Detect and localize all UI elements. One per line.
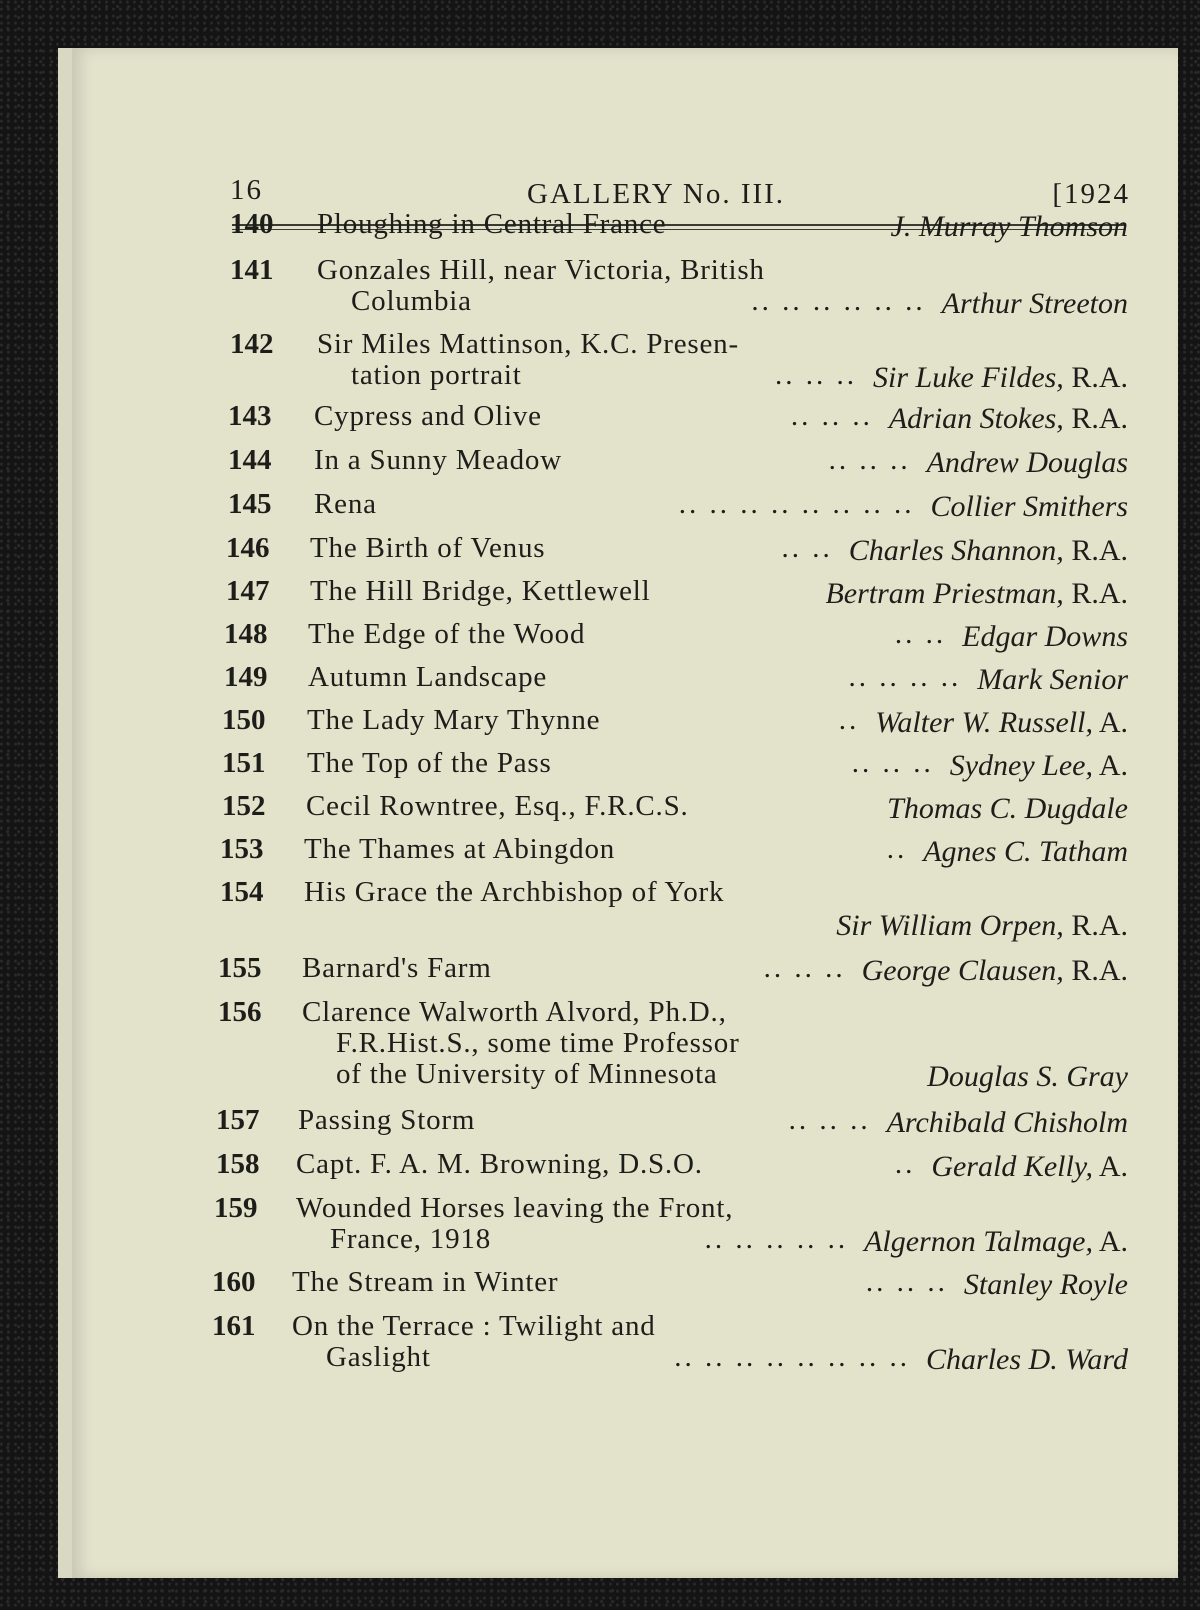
artist-name: [950, 749, 1128, 783]
entry-number: 151: [222, 747, 266, 779]
artist-honorific: R.A.: [1063, 361, 1128, 394]
artist-name-italic: Sir William Orpen,: [836, 909, 1064, 942]
artist-name: [962, 620, 1128, 654]
artist-name-italic: Edgar Downs: [962, 620, 1128, 653]
artist-honorific: A.: [1092, 749, 1128, 782]
leader-dots: ..: [838, 704, 860, 736]
entry-title-line: France, 1918: [330, 1223, 492, 1255]
artist-name-italic: Archibald Chisholm: [886, 1106, 1128, 1139]
entry-title-line: Autumn Landscape: [308, 661, 548, 693]
artist-name: [930, 490, 1128, 524]
artist-name: [931, 1150, 1128, 1184]
leader-dots: ..: [886, 833, 908, 865]
artist-name-italic: Bertram Priestman,: [825, 577, 1064, 610]
entry-number: 161: [212, 1310, 256, 1342]
leader-dots: ..: [894, 1148, 916, 1180]
artist-honorific: R.A.: [1063, 577, 1128, 610]
leader-dots: .. .. ..: [865, 1266, 948, 1298]
entry-number: 140: [230, 208, 274, 240]
catalogue-page: [72, 48, 1178, 1578]
artist-name: [977, 663, 1128, 697]
entry-title-line: Wounded Horses leaving the Front,: [296, 1192, 734, 1224]
leader-dots: .. .. ..: [851, 747, 934, 779]
artist-name-italic: Stanley Royle: [963, 1268, 1128, 1301]
artist-name: [887, 1106, 1128, 1140]
artist-honorific: R.A.: [1063, 909, 1128, 942]
entry-number: 144: [228, 444, 272, 476]
leader-dots: .. ..: [894, 618, 947, 650]
entry-title-line: His Grace the Archbishop of York: [304, 876, 725, 908]
entry-title-line: Barnard's Farm: [302, 952, 492, 984]
artist-name: [873, 361, 1128, 395]
entry-number: 146: [226, 532, 270, 564]
artist-name-italic: J. Murray Thomson: [890, 210, 1128, 243]
artist-name-italic: Adrian Stokes,: [888, 402, 1064, 435]
artist-name-italic: Gerald Kelly,: [931, 1150, 1093, 1183]
artist-name: [887, 792, 1128, 826]
entry-title-line: of the University of Minnesota: [336, 1058, 718, 1090]
leader-dots: .. ..: [781, 532, 833, 564]
artist-name: [891, 210, 1129, 244]
entry-number: 160: [212, 1266, 256, 1298]
artist-name-italic: Algernon Talmage,: [864, 1225, 1093, 1258]
artist-name-italic: George Clausen,: [861, 954, 1064, 987]
entry-title-line: Cypress and Olive: [314, 400, 542, 432]
artist-honorific: R.A.: [1063, 954, 1128, 987]
page-number: 16: [230, 174, 263, 206]
artist-honorific: A.: [1092, 1225, 1128, 1258]
entry-title-line: Clarence Walworth Alvord, Ph.D.,: [302, 996, 727, 1028]
entry-number: 153: [220, 833, 264, 865]
entry-number: 141: [230, 254, 274, 286]
entry-title-line: Gaslight: [326, 1341, 431, 1373]
artist-name-italic: Sydney Lee,: [949, 749, 1093, 782]
artist-name-italic: Charles Shannon,: [848, 534, 1064, 567]
leader-dots: .. .. .. ..: [848, 661, 962, 693]
artist-name-italic: Thomas C. Dugdale: [887, 792, 1128, 825]
artist-name: [825, 577, 1128, 611]
entry-title-line: Cecil Rowntree, Esq., F.R.C.S.: [306, 790, 689, 822]
entry-number: 158: [216, 1148, 260, 1180]
entry-title-line: In a Sunny Meadow: [314, 444, 562, 476]
entry-list: [72, 48, 1178, 1578]
entry-title-line: Ploughing in Central France: [317, 208, 667, 240]
entry-number: 156: [218, 996, 262, 1028]
entry-title-line: On the Terrace : Twilight and: [292, 1310, 656, 1342]
entry-title-line: tation portrait: [351, 359, 522, 391]
entry-title-line: The Thames at Abingdon: [304, 833, 616, 865]
year-label: [1924: [1052, 178, 1130, 210]
artist-honorific: R.A.: [1063, 534, 1128, 567]
entry-title-line: F.R.Hist.S., some time Professor: [336, 1027, 740, 1059]
entry-number: 148: [224, 618, 268, 650]
leader-dots: .. .. ..: [790, 400, 873, 432]
artist-name: [942, 287, 1128, 321]
leader-dots: .. .. ..: [775, 359, 857, 391]
artist-name: [964, 1268, 1128, 1302]
artist-name-italic: Walter W. Russell,: [875, 706, 1093, 739]
leader-dots: .. .. .. .. ..: [704, 1223, 849, 1255]
leader-dots: .. .. .. .. .. ..: [751, 285, 926, 317]
leader-dots: .. .. ..: [828, 444, 911, 476]
entry-title-line: The Birth of Venus: [310, 532, 546, 564]
leader-dots: .. .. ..: [763, 952, 846, 984]
entry-number: 145: [228, 488, 272, 520]
entry-number: 159: [214, 1192, 258, 1224]
artist-name: [927, 446, 1128, 480]
entry-number: 152: [222, 790, 266, 822]
entry-number: 155: [218, 952, 262, 984]
entry-title-line: Capt. F. A. M. Browning, D.S.O.: [296, 1148, 703, 1180]
entry-number: 149: [224, 661, 268, 693]
entry-title-line: Passing Storm: [298, 1104, 476, 1136]
entry-number: 150: [222, 704, 266, 736]
entry-number: 157: [216, 1104, 260, 1136]
artist-name: [927, 1060, 1128, 1094]
artist-name: [862, 954, 1128, 988]
artist-name: [875, 706, 1128, 740]
entry-title-line: The Edge of the Wood: [308, 618, 586, 650]
leader-dots: .. .. .. .. .. .. .. ..: [674, 1341, 911, 1373]
artist-name: [836, 909, 1128, 943]
artist-name-italic: Andrew Douglas: [926, 446, 1128, 479]
artist-name-italic: Collier Smithers: [930, 490, 1128, 523]
entry-number: 147: [226, 575, 270, 607]
artist-name: [926, 1343, 1128, 1377]
entry-title-line: Rena: [314, 488, 377, 520]
gallery-title: GALLERY No. III.: [527, 178, 786, 210]
artist-name: [849, 534, 1128, 568]
artist-name-italic: Mark Senior: [977, 663, 1128, 696]
entry-title-line: Columbia: [351, 285, 472, 317]
entry-title-line: Gonzales Hill, near Victoria, British: [317, 254, 765, 286]
artist-name-italic: Arthur Streeton: [941, 287, 1128, 320]
artist-name: [889, 402, 1128, 436]
artist-name-italic: Sir Luke Fildes,: [873, 361, 1064, 394]
entry-title-line: The Hill Bridge, Kettlewell: [310, 575, 651, 607]
leader-dots: .. .. .. .. .. .. .. ..: [678, 488, 915, 520]
artist-name-italic: Charles D. Ward: [926, 1343, 1128, 1376]
entry-title-line: The Stream in Winter: [292, 1266, 559, 1298]
artist-name-italic: Agnes C. Tatham: [923, 835, 1128, 868]
entry-title-line: The Top of the Pass: [307, 747, 552, 779]
entry-number: 142: [230, 328, 274, 360]
artist-name-italic: Douglas S. Gray: [927, 1060, 1128, 1093]
entry-title-line: The Lady Mary Thynne: [307, 704, 601, 736]
artist-honorific: A.: [1092, 1150, 1128, 1183]
entry-number: 143: [228, 400, 272, 432]
artist-name: [864, 1225, 1128, 1259]
leader-dots: .. .. ..: [788, 1104, 871, 1136]
artist-name: [923, 835, 1128, 869]
entry-number: 154: [220, 876, 264, 908]
artist-honorific: R.A.: [1063, 402, 1128, 435]
artist-honorific: A.: [1092, 706, 1128, 739]
entry-title-line: Sir Miles Mattinson, K.C. Presen-: [317, 328, 739, 360]
